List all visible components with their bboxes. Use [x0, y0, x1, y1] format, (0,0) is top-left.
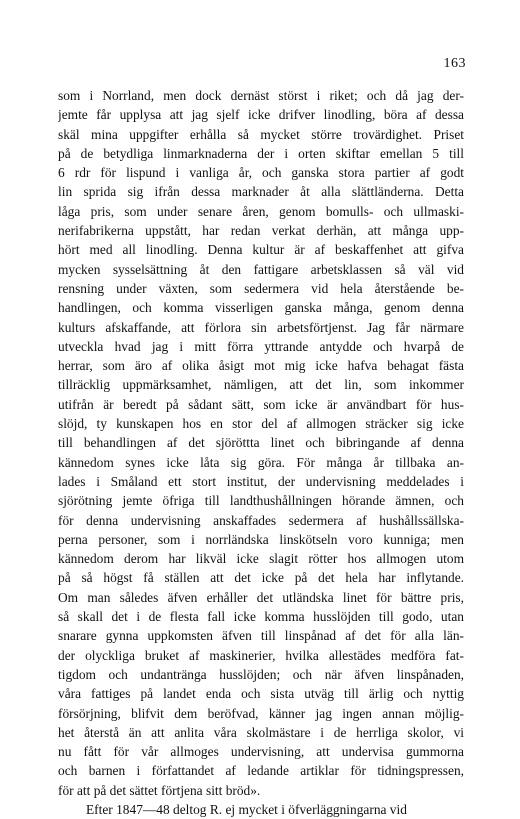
- text-line: skäl mina uppgifter erhålla så mycket större trovärdighet. Priset: [58, 126, 464, 142]
- text-line: kännedom derom har likväl icke slagit rötter hos allmogen utom: [58, 551, 464, 567]
- text-line: der olyckliga bruket af maskinerier, hvilka allestädes medföra fat-: [58, 647, 464, 663]
- text-line: 6 rdr för lispund i vanliga år, och ganska stora partier af godt: [58, 165, 464, 181]
- text-line: hört med all linodling. Denna kultur är af beskaffenhet att gifva: [58, 242, 464, 258]
- text-line: kännedom synes icke låta sig göra. För många år tillbaka an-: [58, 454, 464, 470]
- text-line: kulturs afskaffande, att förlora sin arbetsförtjenst. Jag får närmare: [58, 319, 464, 335]
- text-line: utveckla hvad jag i mitt förra yttrande antydde och hvarpå de: [58, 338, 464, 354]
- body-text: [58, 86, 464, 819]
- text-line: tigdom och undanträngа husslöjden; och när äfven linspånaden,: [58, 666, 464, 682]
- text-line: för att på det sättet förtjena sitt bröd».: [58, 782, 261, 798]
- text-line: herrar, som äro af olika åsigt mot mig icke hafva behagat fästa: [58, 358, 464, 374]
- text-line: perna personer, som i norrländska linskötseln voro kunniga; men: [58, 531, 464, 547]
- text-line: lin sprida sig ifrån dessa marknader åt alla slättländerna. Detta: [58, 184, 464, 200]
- text-line: våra fattiges på landet enda och sista utväg till ärlig och nyttig: [58, 686, 464, 702]
- text-line: Efter 1847—48 deltog R. ej mycket i öfverläggningarna vid: [86, 801, 407, 817]
- text-line: försörjning, blifvit dem beröfvad, känner jag ingen annan möjlig-: [58, 705, 464, 721]
- text-line: till behandlingen af det sjöröttta linet och bibringande af denna: [58, 435, 464, 451]
- text-line: för denna undervisning anskaffades sedermera af hushållssällska-: [58, 512, 464, 528]
- text-line: slöjd, ty kunskapen hos en stor del af allmogen sträcker sig icke: [58, 416, 464, 432]
- text-line: rensning under växten, som sedermera vid hela återstående be-: [58, 280, 464, 296]
- page-number: 163: [443, 56, 466, 71]
- text-line: så skall det i de flesta fall icke komma husslöjden till godo, utan: [58, 609, 464, 625]
- text-line: låga pris, som under senare åren, genom bomulls- och ullmaski-: [58, 203, 464, 219]
- text-line: som i Norrland, men dock dernäst störst i riket; och då jag der-: [58, 88, 464, 103]
- text-line: nerifabrikerna uppstått, har redan verkat derhän, att många upp-: [58, 223, 464, 239]
- text-line: het återstå än att anlita våra skolmästare i de herrliga skolor, vi: [58, 724, 464, 740]
- text-line: Om man således äfven erhåller det utländska linet för bättre pris,: [58, 589, 464, 605]
- text-line: snarare gynna uppkomsten äfven till linspånad af det för alla län-: [58, 628, 464, 644]
- text-line: sjörötning jemte öfriga till landthushållningen hörande ämnen, och: [58, 493, 464, 509]
- text-line: handlingen, och komma visserligen ganska många, genom denna: [58, 300, 464, 316]
- text-line: lades i Småland ett stort institut, der undervisning meddelades i: [58, 473, 464, 489]
- text-line: mycken sysselsättning åt den fattigare arbetsklassen så väl vid: [58, 261, 464, 277]
- text-line: på så högst få ställen att det icke på det hela har inflytande.: [58, 570, 464, 586]
- text-line: och barnen i författandet af ledande artiklar för tidningspressen,: [58, 763, 464, 779]
- text-line: nu fått för vår allmoges undervisning, att undervisa gummorna: [58, 744, 464, 760]
- text-line: på de betydliga linmarknaderna der i orten skiftar emellan 5 till: [58, 145, 464, 161]
- text-line: tillräcklig uppmärksamhet, nämligen, att det lin, som inkommer: [58, 377, 464, 393]
- text-line: utifrån är beredt på sådant sätt, som icke är användbart för hus-: [58, 396, 464, 412]
- text-line: jemte får upplysa att jag sjelf icke drifver linodling, böra af dessa: [58, 107, 464, 123]
